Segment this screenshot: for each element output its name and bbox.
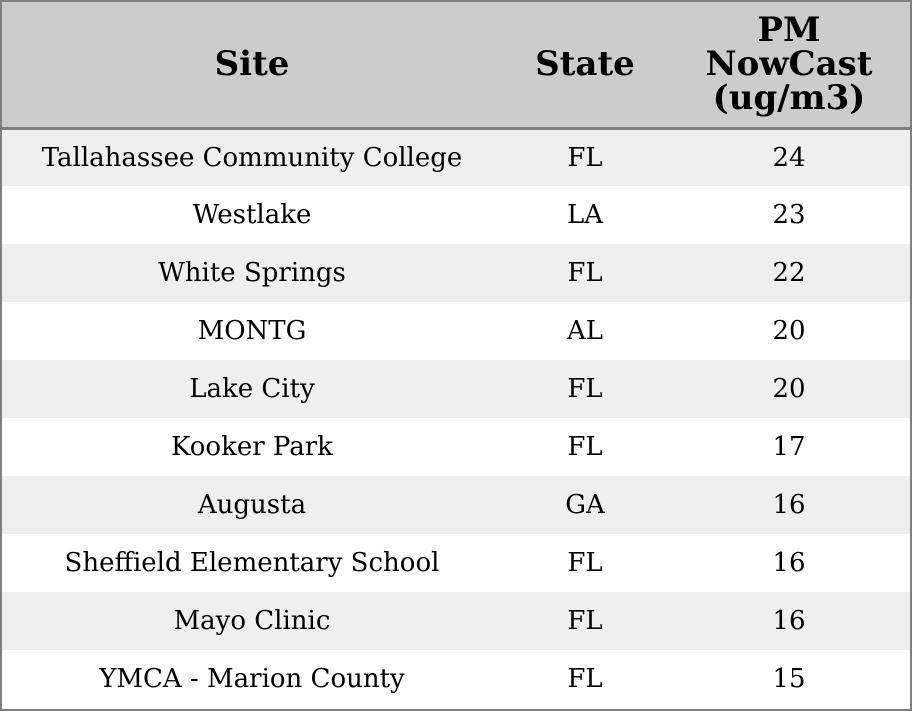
- table-row: [2, 360, 910, 418]
- cell-pm-value: 15: [772, 664, 806, 694]
- table-row: [2, 476, 910, 534]
- cell-state: FL: [567, 374, 603, 404]
- cell-state: FL: [567, 432, 603, 462]
- cell-state: FL: [567, 258, 603, 288]
- cell-site: Tallahassee Community College: [41, 142, 463, 173]
- cell-pm-value: 17: [772, 432, 806, 462]
- table-row: [2, 650, 910, 708]
- cell-state: FL: [567, 664, 603, 694]
- header-row: [2, 2, 910, 128]
- cell-state: AL: [566, 316, 604, 346]
- table-row: [2, 534, 910, 592]
- cell-pm-value: 16: [772, 490, 806, 520]
- table-row: [2, 592, 910, 650]
- cell-site: MONTG: [197, 316, 307, 346]
- cell-pm-value: 23: [772, 200, 806, 230]
- table-header: [2, 2, 910, 128]
- table-row: [2, 128, 910, 186]
- cell-site: White Springs: [158, 258, 346, 288]
- column-header-site: Site: [2, 2, 502, 128]
- cell-site: Augusta: [197, 490, 307, 520]
- cell-state: FL: [567, 548, 603, 578]
- cell-site: Kooker Park: [171, 432, 333, 462]
- cell-pm-value: 16: [772, 606, 806, 636]
- cell-site: Westlake: [192, 200, 312, 230]
- data-table: [2, 2, 910, 708]
- cell-pm-value: 20: [772, 374, 806, 404]
- column-header-state: State: [502, 2, 668, 128]
- cell-site: Lake City: [189, 374, 315, 404]
- cell-site: Sheffield Elementary School: [64, 548, 440, 578]
- column-header-pm-nowcast: PM NowCast (ug/m3): [668, 2, 910, 128]
- cell-pm-value: 20: [772, 316, 806, 346]
- cell-state: FL: [567, 606, 603, 636]
- cell-state: GA: [565, 490, 605, 520]
- table-row: [2, 302, 910, 360]
- cell-pm-value: 22: [772, 258, 806, 288]
- table-body: [2, 128, 910, 708]
- cell-site: Mayo Clinic: [173, 606, 331, 636]
- cell-state: FL: [567, 142, 603, 173]
- cell-site: YMCA - Marion County: [99, 664, 405, 694]
- cell-pm-value: 24: [772, 142, 806, 173]
- cell-state: LA: [566, 200, 604, 230]
- cell-pm-value: 16: [772, 548, 806, 578]
- table-row: [2, 244, 910, 302]
- table-row: [2, 418, 910, 476]
- table-row: [2, 186, 910, 244]
